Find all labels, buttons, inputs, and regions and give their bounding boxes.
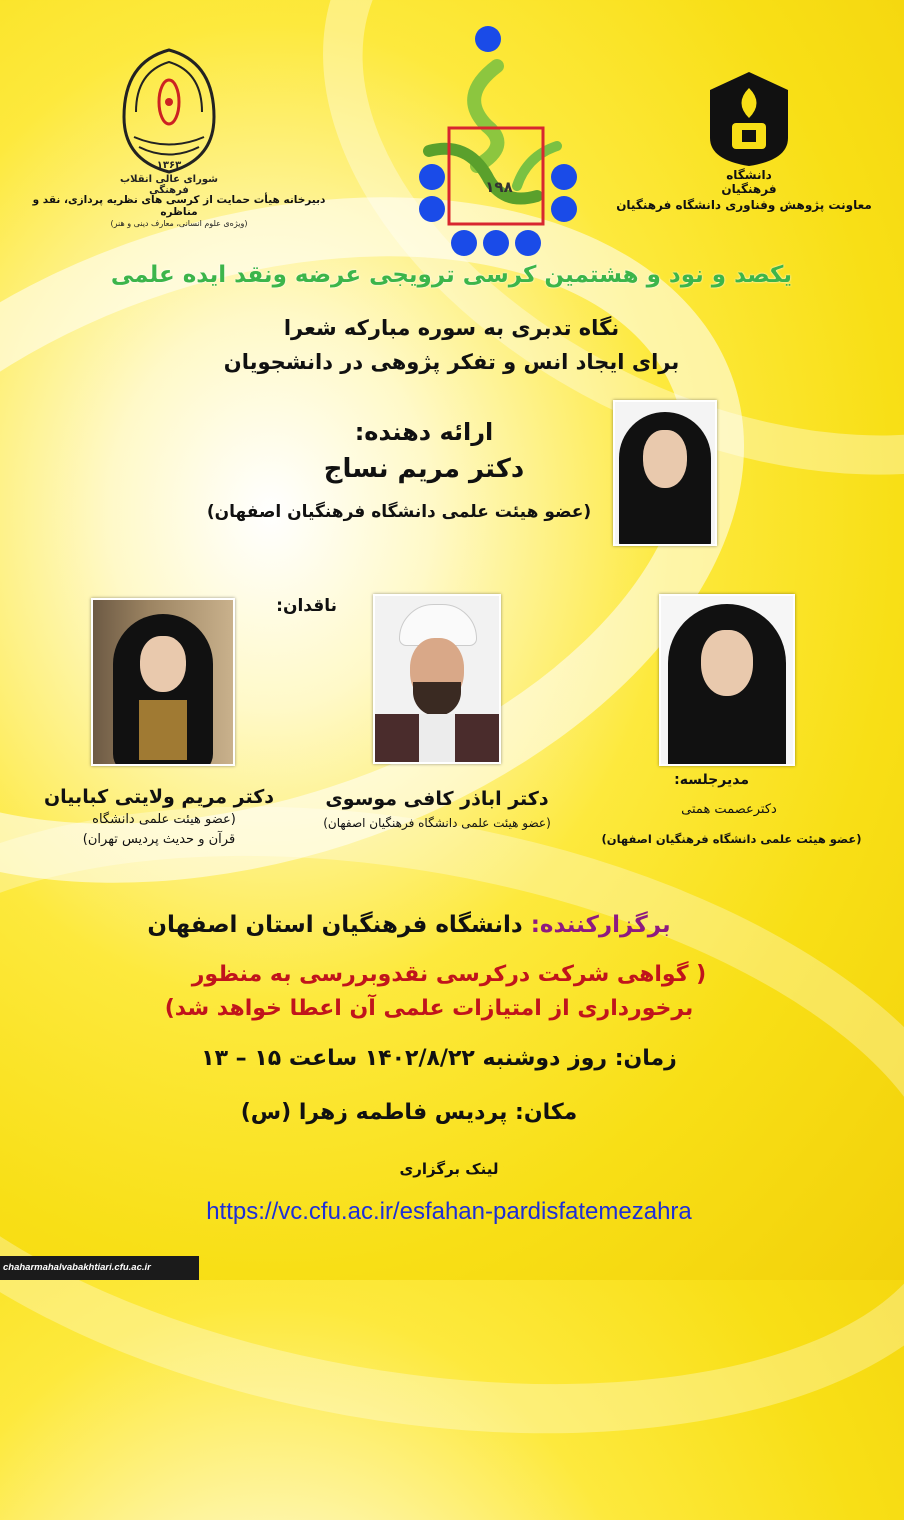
moderator-photo bbox=[660, 594, 796, 766]
watermark-bar bbox=[0, 1256, 200, 1280]
presenter-photo bbox=[614, 400, 718, 546]
event-link[interactable]: https://vc.cfu.ac.ir/esfahan-pardisfatemezahra bbox=[207, 1198, 693, 1225]
time-label: زمان: bbox=[615, 1046, 678, 1071]
critic1-affiliation-2: قرآن و حدیث پردیس تهران) bbox=[83, 832, 237, 847]
time-value: روز دوشنبه ۱۴۰۲/۸/۲۲ ساعت ۱۵ – ۱۳ bbox=[202, 1046, 609, 1071]
kursi-logo bbox=[418, 26, 580, 258]
organizer-label: برگزارکننده: bbox=[531, 912, 672, 938]
place-label: مکان: bbox=[516, 1100, 579, 1125]
council-logo-caption: شورای عالی انقلاب فرهنگی bbox=[121, 174, 219, 196]
critics-label: ناقدان: bbox=[277, 596, 338, 616]
presenter-name: دکتر مریم نساج bbox=[324, 454, 526, 484]
critic2-name: دکتر اباذر کافی موسوی bbox=[326, 788, 550, 810]
council-logo-year: ۱۳۶۳ bbox=[157, 160, 183, 171]
left-org-subtitle: (ویژه‌ی علوم انسانی، معارف دینی و هنر) bbox=[111, 219, 249, 228]
organizer-value: دانشگاه فرهنگیان استان اصفهان bbox=[148, 912, 524, 938]
certificate-line-2: برخورداری از امتیازات علمی آن اعطا خواهد شد) bbox=[165, 996, 695, 1021]
critic2-photo bbox=[374, 594, 502, 764]
presenter-affiliation: (عضو هیئت علمی دانشگاه فرهنگیان اصفهان) bbox=[207, 502, 593, 522]
council-logo bbox=[115, 42, 225, 196]
critic1-name: دکتر مریم ولایتی کبابیان bbox=[44, 786, 276, 808]
kursi-logo-number: ۱۹۸ bbox=[486, 178, 514, 196]
critic2-affiliation: (عضو هیئت علمی دانشگاه فرهنگیان اصفهان) bbox=[324, 816, 552, 830]
topic-line-1: نگاه تدبری به سوره مبارکه شعرا bbox=[284, 316, 621, 340]
moderator-label: مدیرجلسه: bbox=[675, 772, 750, 788]
place-line bbox=[230, 1100, 590, 1125]
moderator-affiliation: (عضو هیئت علمی دانشگاه فرهنگیان اصفهان) bbox=[602, 832, 863, 846]
presenter-label: ارائه دهنده: bbox=[355, 418, 495, 446]
organizer-line bbox=[140, 912, 680, 938]
event-title: یکصد و نود و هشتمین کرسی ترویجی عرضه ونقد ایده علمی bbox=[111, 262, 794, 288]
right-org-name: معاونت پژوهش وفناوری دانشگاه فرهنگیان bbox=[617, 198, 873, 212]
place-value: پردیس فاطمه زهرا (س) bbox=[241, 1100, 509, 1125]
left-org-name: دبیرخانه هیأت حمایت از کرسی های نظریه پردازی، نقد و مناظره bbox=[33, 194, 327, 218]
time-line bbox=[190, 1046, 690, 1071]
topic-line-2: برای ایجاد انس و تفکر پژوهی در دانشجویان bbox=[224, 350, 681, 374]
watermark-text: chaharmahalvabakhtiari.cfu.ac.ir bbox=[4, 1262, 152, 1273]
farhangian-logo bbox=[705, 68, 795, 196]
critic1-affiliation-1: (عضو هیئت علمی دانشگاه bbox=[93, 812, 237, 827]
moderator-name: دکترعصمت همتی bbox=[682, 802, 778, 817]
certificate-line-1: ( گواهی شرکت درکرسی نقدوبررسی به منظور bbox=[192, 962, 708, 987]
farhangian-logo-caption: دانشگاه فرهنگیان bbox=[722, 168, 778, 196]
critic1-photo bbox=[92, 598, 236, 766]
link-label: لینک برگزاری bbox=[400, 1160, 500, 1178]
